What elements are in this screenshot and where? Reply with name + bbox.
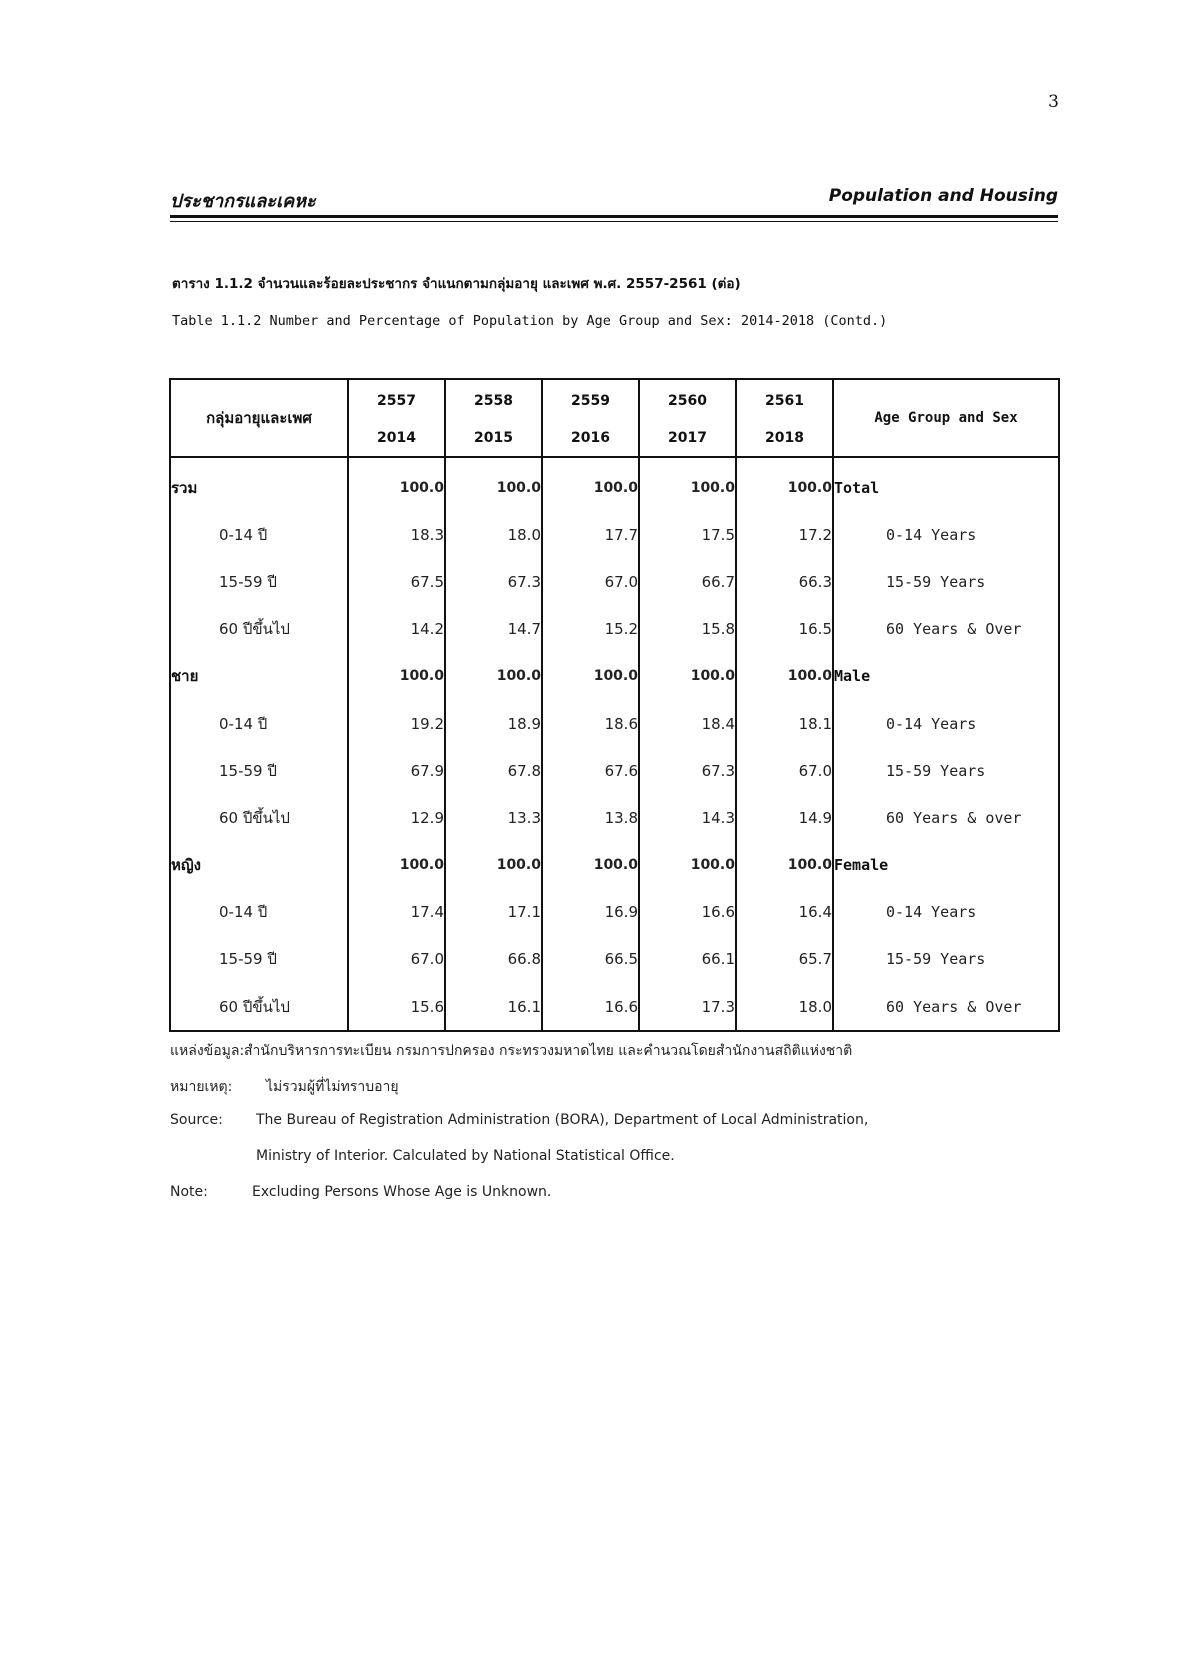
table-row (170, 606, 1059, 653)
table-cell: 16.9 (542, 889, 639, 936)
row-label-english: Male (834, 667, 871, 686)
population-table (169, 378, 1060, 1032)
row-label-thai: รวม (170, 457, 348, 511)
table-cell: 100.0 (542, 842, 639, 889)
table-row (170, 794, 1059, 841)
table-cell: 100.0 (445, 842, 542, 889)
table-cell: 100.0 (542, 653, 639, 700)
note-thai-text: ไม่รวมผู้ที่ไม่ทราบอายุ (266, 1079, 399, 1095)
row-label-english: Female (834, 856, 889, 875)
table-cell: 67.0 (542, 558, 639, 605)
row-label-thai: 60 ปีขึ้นไป (170, 794, 348, 841)
table-cell: 15.6 (348, 983, 445, 1031)
header-thai-label: กลุ่มอายุและเพศ (170, 379, 348, 457)
table-cell: 100.0 (348, 457, 445, 511)
source-thai-text: สำนักบริหารการทะเบียน กรมการปกครอง กระทรวงมหาดไทย และคำนวณโดยสำนักงานสถิติแห่งชาติ (244, 1043, 853, 1059)
header-rule-thick (170, 215, 1058, 218)
year-ad: 2015 (474, 430, 513, 446)
year-header (542, 379, 639, 457)
row-label-thai: 60 ปีขึ้นไป (170, 606, 348, 653)
table-cell: 67.3 (445, 558, 542, 605)
table-caption-english: Table 1.1.2 Number and Percentage of Population by Age Group and Sex: 2014-2018 (Contd.) (172, 313, 888, 329)
row-label-english: 15-59 Years (886, 572, 986, 591)
table-cell: 67.5 (348, 558, 445, 605)
table-cell: 100.0 (348, 842, 445, 889)
table-row (170, 700, 1059, 747)
page-number: 3 (1048, 92, 1059, 112)
row-label-thai: 0-14 ปี (170, 700, 348, 747)
table-row (170, 511, 1059, 558)
table-cell: 12.9 (348, 794, 445, 841)
row-label-thai: 15-59 ปี (170, 558, 348, 605)
source-text-line2: Ministry of Interior. Calculated by National Statistical Office. (256, 1148, 675, 1164)
table-cell: 67.0 (736, 747, 833, 794)
table-cell: 18.3 (348, 511, 445, 558)
table-cell: 67.6 (542, 747, 639, 794)
source-thai-key: แหล่งข้อมูล: (170, 1043, 245, 1059)
table-cell: 17.2 (736, 511, 833, 558)
table-cell: 66.8 (445, 936, 542, 983)
table-cell: 100.0 (736, 653, 833, 700)
row-label-english: 15-59 Years (886, 950, 986, 969)
year-header (348, 379, 445, 457)
table-cell: 13.8 (542, 794, 639, 841)
table-row (170, 653, 1059, 700)
table-cell: 67.9 (348, 747, 445, 794)
year-header (736, 379, 833, 457)
table-cell: 18.6 (542, 700, 639, 747)
row-label-english: 60 Years & Over (886, 620, 1022, 639)
source-key: Source: (170, 1112, 223, 1128)
header-rule-thin (170, 221, 1058, 222)
table-cell: 100.0 (639, 653, 736, 700)
table-cell: 100.0 (639, 842, 736, 889)
table-cell: 18.0 (445, 511, 542, 558)
table-cell: 100.0 (736, 842, 833, 889)
table-row (170, 457, 1059, 511)
table-cell: 15.8 (639, 606, 736, 653)
table-row (170, 747, 1059, 794)
table-header-row (170, 379, 1059, 457)
table-cell: 18.4 (639, 700, 736, 747)
table-cell: 66.7 (639, 558, 736, 605)
table-cell: 67.0 (348, 936, 445, 983)
row-label-thai: 0-14 ปี (170, 511, 348, 558)
table-cell: 18.1 (736, 700, 833, 747)
row-label-english: 15-59 Years (886, 761, 986, 780)
year-header (445, 379, 542, 457)
table-cell: 65.7 (736, 936, 833, 983)
table-cell: 100.0 (445, 653, 542, 700)
table-cell: 67.3 (639, 747, 736, 794)
table-cell: 15.2 (542, 606, 639, 653)
row-label-english: 0-14 Years (886, 714, 977, 733)
row-label-thai: 15-59 ปี (170, 936, 348, 983)
source-text-line1: The Bureau of Registration Administration (BORA), Department of Local Administration, (256, 1112, 869, 1128)
table-cell: 16.4 (736, 889, 833, 936)
table-cell: 17.1 (445, 889, 542, 936)
table-cell: 100.0 (445, 457, 542, 511)
row-label-thai: 60 ปีขึ้นไป (170, 983, 348, 1031)
table-cell: 66.3 (736, 558, 833, 605)
year-ad: 2018 (765, 430, 804, 446)
row-label-english: 0-14 Years (886, 525, 977, 544)
note-text: Excluding Persons Whose Age is Unknown. (252, 1184, 552, 1200)
table-cell: 66.1 (639, 936, 736, 983)
table-cell: 14.7 (445, 606, 542, 653)
row-label-thai: 0-14 ปี (170, 889, 348, 936)
row-label-english: 60 Years & Over (886, 997, 1022, 1016)
table-cell: 17.5 (639, 511, 736, 558)
table-cell: 67.8 (445, 747, 542, 794)
table-cell: 66.5 (542, 936, 639, 983)
table-row (170, 936, 1059, 983)
row-label-thai: 15-59 ปี (170, 747, 348, 794)
table-cell: 14.9 (736, 794, 833, 841)
year-be: 2560 (668, 393, 707, 409)
row-label-thai: หญิง (170, 842, 348, 889)
table-cell: 18.9 (445, 700, 542, 747)
note-thai-key: หมายเหตุ: (170, 1079, 233, 1095)
row-label-english: Total (834, 478, 880, 497)
table-cell: 16.5 (736, 606, 833, 653)
table-cell: 16.6 (639, 889, 736, 936)
year-be: 2561 (765, 393, 804, 409)
table-cell: 100.0 (736, 457, 833, 511)
year-ad: 2017 (668, 430, 707, 446)
table-row (170, 889, 1059, 936)
table-cell: 17.3 (639, 983, 736, 1031)
table-cell: 100.0 (639, 457, 736, 511)
year-header (639, 379, 736, 457)
year-ad: 2016 (571, 430, 610, 446)
table-cell: 17.4 (348, 889, 445, 936)
table-row (170, 983, 1059, 1031)
year-be: 2558 (474, 393, 513, 409)
row-label-english: 0-14 Years (886, 903, 977, 922)
year-ad: 2014 (377, 430, 416, 446)
table-cell: 100.0 (542, 457, 639, 511)
row-label-thai: ชาย (170, 653, 348, 700)
header-thai-title: ประชากรและเคหะ (170, 191, 316, 212)
table-cell: 19.2 (348, 700, 445, 747)
table-caption-thai: ตาราง 1.1.2 จำนวนและร้อยละประชากร จำแนกตามกลุ่มอายุ และเพศ พ.ศ. 2557-2561 (ต่อ) (172, 276, 741, 292)
table-cell: 14.3 (639, 794, 736, 841)
table-cell: 14.2 (348, 606, 445, 653)
table-row (170, 842, 1059, 889)
table-cell: 13.3 (445, 794, 542, 841)
table-cell: 16.1 (445, 983, 542, 1031)
header-english-label: Age Group and Sex (833, 379, 1059, 457)
table-cell: 100.0 (348, 653, 445, 700)
note-key: Note: (170, 1184, 208, 1200)
running-header (170, 186, 1058, 216)
row-label-english: 60 Years & over (886, 808, 1022, 827)
year-be: 2559 (571, 393, 610, 409)
header-english-title: Population and Housing (828, 186, 1058, 206)
table-cell: 17.7 (542, 511, 639, 558)
table-cell: 16.6 (542, 983, 639, 1031)
year-be: 2557 (377, 393, 416, 409)
table-cell: 18.0 (736, 983, 833, 1031)
table-row (170, 558, 1059, 605)
